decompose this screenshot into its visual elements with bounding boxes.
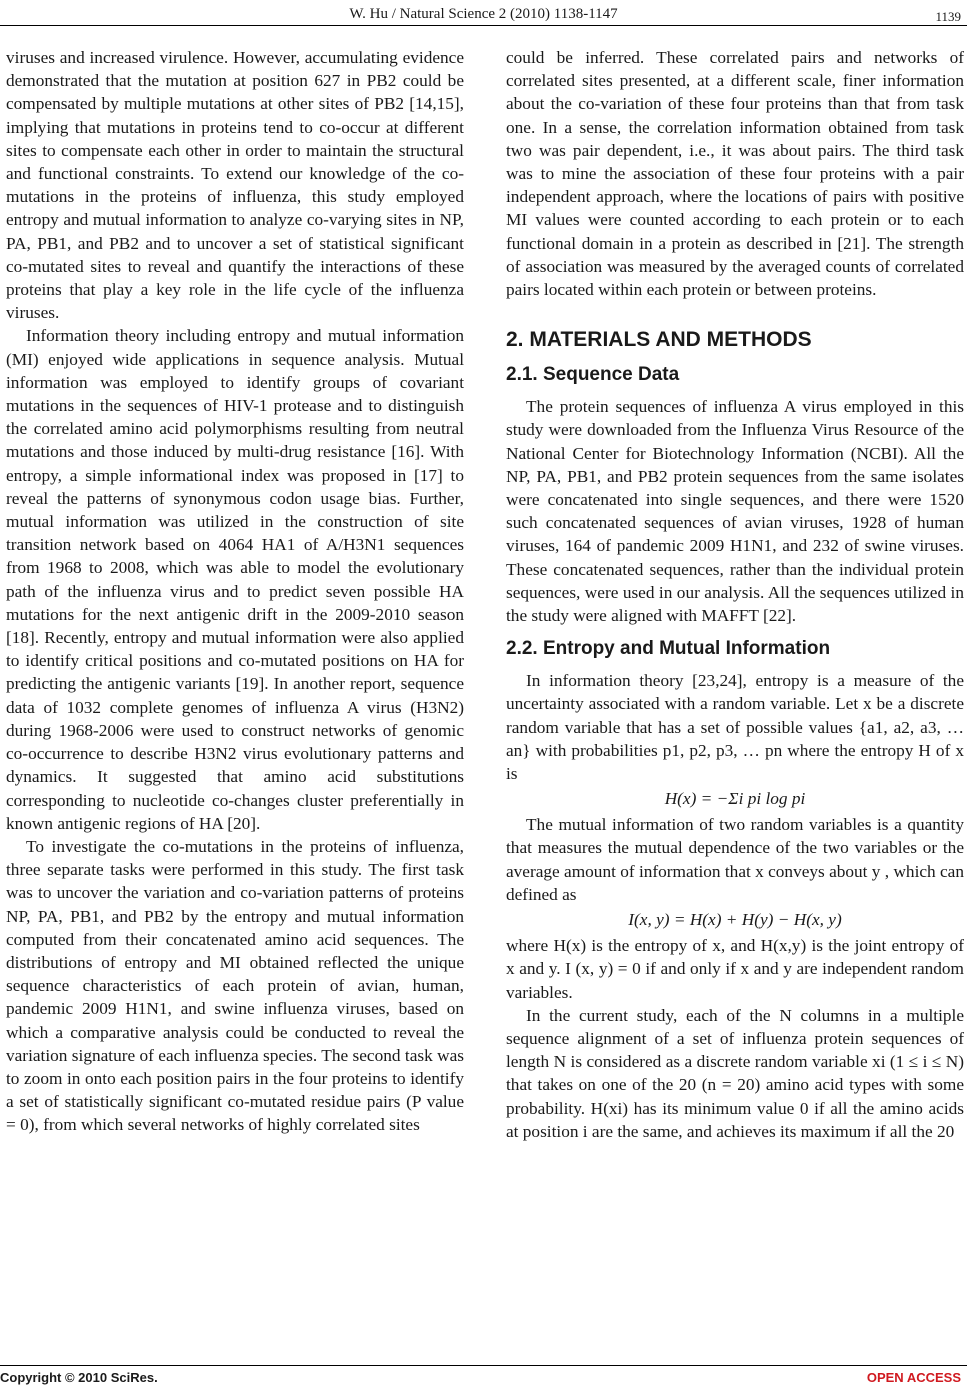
paragraph: To investigate the co-mutations in the proteins of influenza, three separate tasks were performed in this study. The first task was to uncover the variation and co-variation patterns of proteins NP, PA, PB1, and PB2 by the entropy and mutual information computed from their concatenated amino acid sequences. The distributions of entropy and MI obtained reflected the unique sequence characteristics of each protein of avian, human, pandemic 2009 H1N1, and swine influenza viruses, based on which a comparative analysis could be conducted to reveal the variation signature of each influenza species. The second task was to zoom in onto each position pairs in the four proteins to identify a set of statistically significant co-mutated residue pairs (P value = 0), from which several networks of highly correlated sites	[6, 836, 464, 1135]
subsection-heading: 2.1. Sequence Data	[506, 364, 680, 386]
paragraph: The protein sequences of influenza A virus employed in this study were downloaded from the Influenza Virus Resource of the National Center for Biotechnology Information (NCBI). All the NP, PA, PB1, and PB2 protein sequences from the same isolates were concatenated into single sequences, and there were 1520 such concatenated sequences of avian viruses, 1928 of human viruses, 164 of pandemic 2009 H1N1, and 232 of swine viruses. These concatenated sequences, rather than the individual protein sequences, were used in our analysis. All the sequences utilized in the study were aligned with MAFFT [22].	[506, 397, 964, 626]
right-column	[506, 46, 964, 1143]
subsection-heading: 2.2. Entropy and Mutual Information	[506, 638, 831, 660]
footer-rule	[0, 1365, 967, 1366]
paragraph: In the current study, each of the N columns in a multiple sequence alignment of a set of influenza protein sequences of length N is considered as a discrete random variable xi (1 ≤ i ≤ N) that takes on one of the 20 (n = 20) amino acid types with some probability. H(xi) has its minimum value 0 if all the amino acids at position i are the same, and achieves its maximum if all the 20	[506, 1005, 964, 1141]
entropy-equation: H(x) = −Σi pi log pi	[664, 789, 806, 809]
running-header: W. Hu / Natural Science 2 (2010) 1138-1147	[349, 6, 618, 22]
paragraph: could be inferred. These correlated pairs and networks of correlated sites presented, at a different scale, finer information about the co-variation of these four proteins than that from task one. In a sense, the correlation information obtained from task two was pair dependent, i.e., it was about pairs. The third task was to mine the association of these four proteins with a pair independent approach, where the locations of pairs with positive MI values were counted according to each protein or to each functional domain in a protein as described in [21]. The strength of association was measured by the averaged counts of correlated pairs located within each protein or between proteins.	[506, 48, 964, 300]
section-heading: 2. MATERIALS AND METHODS	[506, 328, 812, 352]
page-number: 1139	[935, 9, 961, 24]
mutual-information-equation: I(x, y) = H(x) + H(y) − H(x, y)	[628, 910, 842, 930]
paragraph: where H(x) is the entropy of x, and H(x,y) is the joint entropy of x and y. I (x, y) = 0 if and only if x and y are independent random variables.	[506, 936, 964, 1002]
open-access-label: OPEN ACCESS	[866, 1370, 961, 1385]
paragraph: Information theory including entropy and mutual information (MI) enjoyed wide applications in sequence analysis. Mutual information was employed to identify groups of covariant mutations in the sequences of HIV-1 protease and to distinguish the correlated amino acid polymorphisms resulting from neutral mutations and those induced by multi-drug resistance [16]. With entropy, a simple informational index was proposed in [17] to reveal the patterns of synonymous codon usage bias. Further, mutual information was utilized in the construction of site transition network based on 4064 HA1 of A/H3N1 sequences from 1968 to 2008, which was able to model the evolutionary path of the influenza virus and to predict seven possible HA mutations for the next antigenic drift in the 2009-2010 season [18]. Recently, entropy and mutual information were also applied to identify critical positions and co-mutated positions on HA for predicting the antigenic variants [19]. In another report, sequence data of 1032 complete genomes of influenza A virus (H3N2) during 1968-2006 were used to construct networks of genomic co-occurrence to describe H3N2 virus evolutionary patterns and dynamics. It suggested that amino acid substitutions corresponding to nucleotide co-changes cluster preferentially in known antigenic regions of HA [20].	[6, 326, 464, 833]
copyright-notice: Copyright © 2010 SciRes.	[0, 1370, 158, 1385]
header-rule	[0, 25, 967, 26]
left-column	[6, 46, 464, 1137]
paragraph: In information theory [23,24], entropy is a measure of the uncertainty associated with a random variable. Let x be a discrete random variable that has a set of possible values {a1, a2, a3, … an} with probabilities p1, p2, p3, … pn where the entropy H of x is	[506, 671, 964, 784]
paragraph: The mutual information of two random variables is a quantity that measures the mutual dependence of the two variables or the average amount of information that x conveys about y , which can defined as	[506, 815, 964, 904]
paragraph: viruses and increased virulence. However, accumulating evidence demonstrated that the mutation at position 627 in PB2 could be compensated by multiple mutations at other sites of PB2 [14,15], implying that mutations in proteins tend to co-occur at different sites to compensate each other in order to maintain the structural and functional constraints. To extend our knowledge of the co-mutations in the proteins of influenza, this study employed entropy and mutual information to analyze co-varying sites in NP, PA, PB1, and PB2 and to uncover a set of statistical significant co-mutated sites to reveal and quantify the interactions of these proteins that play a key role in the life cycle of the influenza viruses.	[6, 48, 464, 323]
